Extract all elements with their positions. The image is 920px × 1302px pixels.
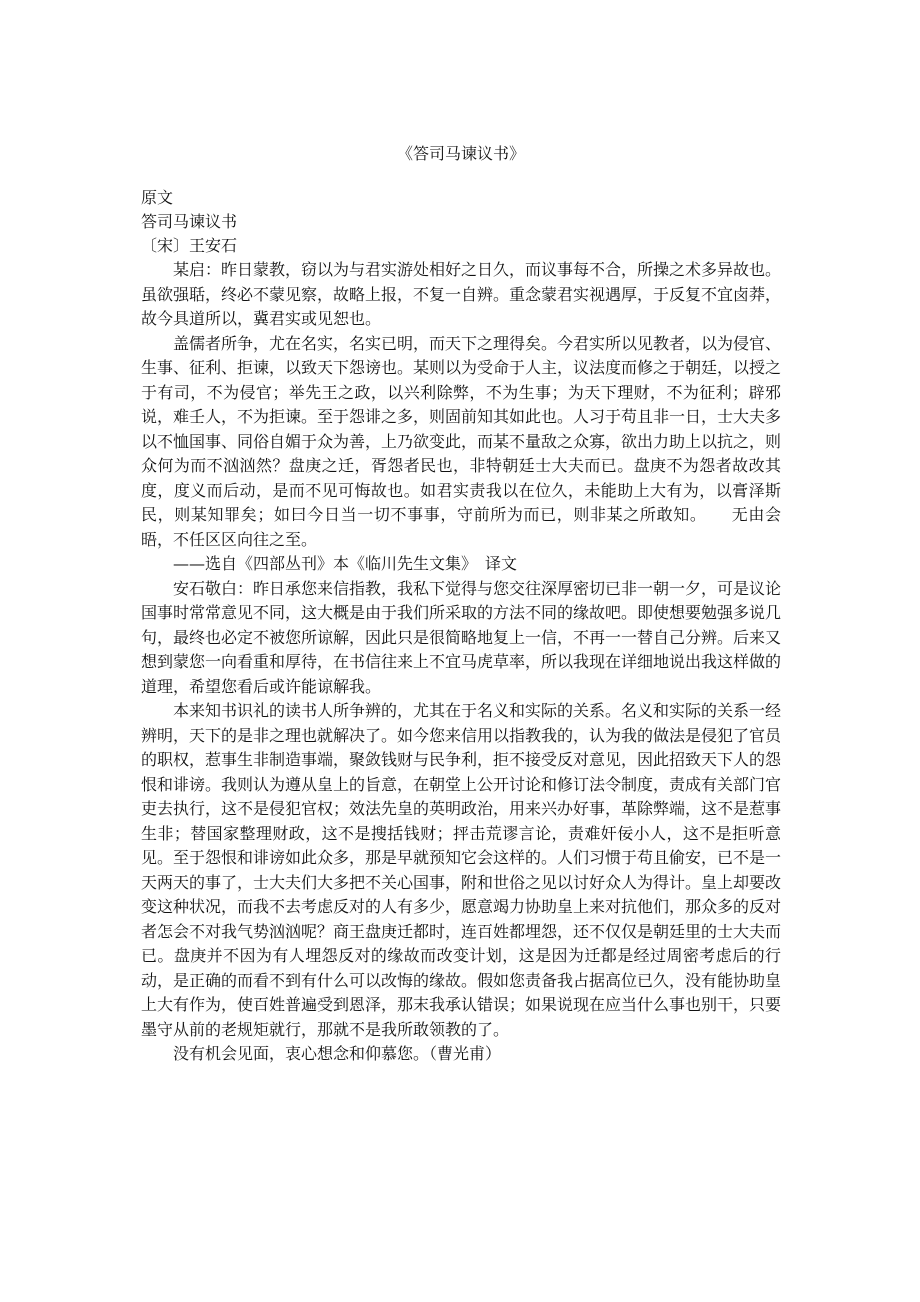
author-line: 〔宋〕王安石 [141, 236, 238, 255]
translation-paragraph-3: 没有机会见面，衷心想念和仰慕您。（曹光甫） [173, 1044, 502, 1063]
original-paragraph-2: 盖儒者所争，尤在名实，名实已明，而天下之理得矣。今君实所以见教者，以为侵官、生事、征利、拒谏，以致天下怨谤也。某则以为受命于人主，议法度而修之于朝廷，以授之于有司，不为侵官；举先王之政，以兴利除弊，不为生事；为天下理财，不为征利；辟邪说，难壬人，不为拒谏。至于怨诽之多，则固前知其如此也。人习于苟且非一日，士大夫多以不恤国事、同俗自媚于众为善，上乃欲变此，而某不量敌之众寡，欲出力助上以抗之，则众何为而不汹汹然？盘庚之迁，胥怨者民也，非特朝廷士大夫而已。盘庚不为怨者故改其度，度义而后动，是而不见可悔故也。如君实责我以在位久，未能助上大有为，以膏泽斯民，则某知罪矣；如曰今日当一切不事事，守前所为而已，则非某之所敢知。 无由会晤，不任区区向往之至。 [141, 333, 782, 549]
translation-paragraph-2: 本来知书识礼的读书人所争辨的，尤其在于名义和实际的关系。名义和实际的关系一经辨明，天下的是非之理也就解决了。如今您来信用以指教我的，认为我的做法是侵犯了官员的职权，惹事生非制造事端，聚敛钱财与民争利，拒不接受反对意见，因此招致天下人的怨恨和诽谤。我则认为遵从皇上的旨意，在朝堂上公开讨论和修订法令制度，责成有关部门官吏去执行，这不是侵犯官权；效法先皇的英明政治，用来兴办好事，革除弊端，这不是惹事生非；替国家整理财政，这不是搜括钱财；抨击荒谬言论，责难奸佞小人，这不是拒听意见。至于怨恨和诽谤如此众多，那是早就预知它会这样的。人们习惯于苟且偷安，已不是一天两天的事了，士大夫们大多把不关心国事，附和世俗之见以讨好众人为得计。皇上却要改变这种状况，而我不去考虑反对的人有多少，愿意竭力协助皇上来对抗他们，那众多的反对者怎会不对我气势汹汹呢？商王盘庚迁都时，连百姓都埋怨，还不仅仅是朝廷里的士大夫而已。盘庚并不因为有人埋怨反对的缘故而改变计划，这是因为迁都是经过周密考虑后的行动，是正确的而看不到有什么可以改悔的缘故。假如您责备我占据高位已久，没有能协助皇上大有作为，使百姓普遍受到恩泽，那末我承认错误；如果说现在应当什么事也别干，只要墨守从前的老规矩就行，那就不是我所敢领教的了。 [141, 701, 782, 1039]
source-line: ——选自《四部丛刊》本《临川先生文集》 译文 [173, 554, 518, 573]
original-paragraph-1: 某启：昨日蒙教，窃以为与君实游处相好之日久，而议事每不合，所操之术多异故也。虽欲强聒，终必不蒙见察，故略上报，不复一自辨。重念蒙君实视遇厚，于反复不宜卤莽，故今具道所以，冀君实或见恕也。 [141, 260, 782, 328]
translation-paragraph-1: 安石敬白：昨日承您来信指教，我私下觉得与您交往深厚密切已非一朝一夕，可是议论国事时常常意见不同，这大概是由于我们所采取的方法不同的缘故吧。即使想要勉强多说几句，最终也必定不被您所谅解，因此只是很简略地复上一信，不再一一替自己分辨。后来又想到蒙您一向看重和厚待，在书信往来上不宜马虎草率，所以我现在详细地说出我这样做的道理，希望您看后或许能谅解我。 [141, 578, 782, 696]
document-page [141, 142, 781, 1067]
document-title: 《答司马谏议书》 [396, 144, 525, 163]
section-label: 原文 [141, 188, 174, 207]
work-title: 答司马谏议书 [141, 212, 238, 231]
